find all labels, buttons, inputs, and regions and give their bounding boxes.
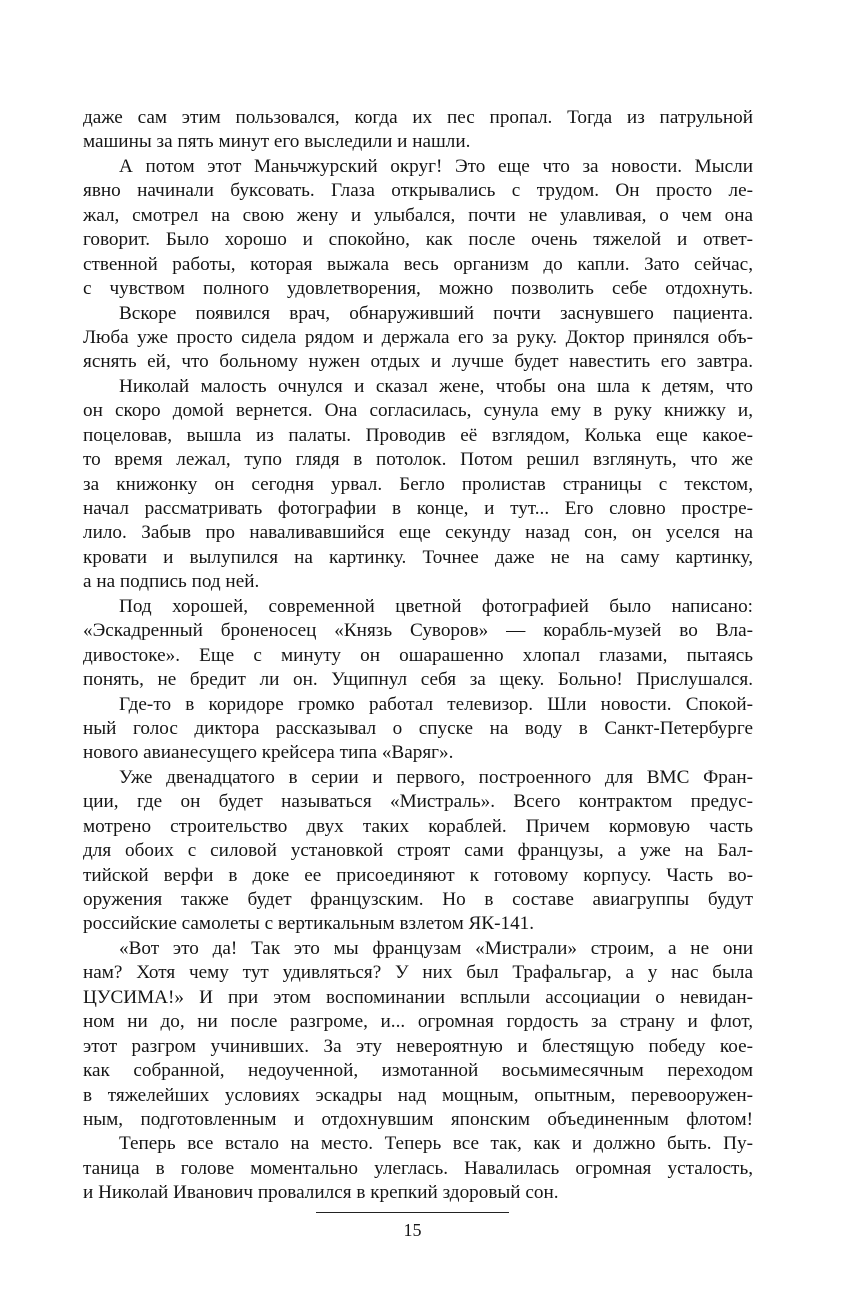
- text-line: тийской верфи в доке ее присоединяют к готовому корпусу. Часть во-: [83, 864, 753, 886]
- text-line: Николай малость очнулся и сказал жене, чтобы она шла к детям, что: [119, 375, 753, 397]
- text-line: «Вот это да! Так это мы французам «Мистрали» строим, а не они: [119, 937, 753, 959]
- text-line: Вскоре появился врач, обнаруживший почти заснувшего пациента.: [119, 302, 753, 324]
- text-line: начал рассматривать фотографии в конце, и тут... Его словно простре-: [83, 498, 753, 519]
- page-number: 15: [403, 1220, 422, 1240]
- text-line: Под хорошей, современной цветной фотографией было написано:: [119, 595, 753, 617]
- text-line: этот разгром учинивших. За эту невероятную и блестящую победу кое-: [83, 1035, 753, 1057]
- text-line: ции, где он будет называться «Мистраль». Всего контрактом предус-: [83, 791, 753, 813]
- text-line: машины за пять минут его выследили и нашли.: [83, 131, 471, 153]
- text-line: Теперь все встало на место. Теперь все так, как и должно быть. Пу-: [119, 1133, 753, 1155]
- text-line: ный голос диктора рассказывал о спуске на воду в Санкт-Петербурге: [83, 717, 753, 739]
- text-line: а на подпись под ней.: [83, 571, 260, 593]
- text-line: кровати и вылупился на картинку. Точнее даже не на саму картинку,: [83, 546, 753, 568]
- text-line: А потом этот Маньчжурский округ! Это еще что за новости. Мысли: [119, 155, 753, 177]
- text-line: лило. Забыв про наваливавшийся еще секунду назад сон, он уселся на: [83, 522, 753, 544]
- text-line: таница в голове моментально улеглась. Навалилась огромная усталость,: [83, 1157, 753, 1179]
- text-line: нового авианесущего крейсера типа «Варяг».: [83, 742, 454, 764]
- text-line: и Николай Иванович провалился в крепкий здоровый сон.: [83, 1182, 559, 1204]
- text-line: российские самолеты с вертикальным взлетом ЯК-141.: [83, 913, 535, 935]
- text-line: как собранной, недоученной, измотанной восьмимесячным переходом: [83, 1060, 753, 1082]
- text-line: для обоих с силовой установкой строят сами французы, а уже на Бал-: [83, 840, 753, 862]
- text-line: оружения также будет французским. Но в составе авиагруппы будут: [83, 889, 753, 910]
- text-line: поцеловав, вышла из палаты. Проводив её взглядом, Колька еще какое-: [83, 424, 753, 446]
- text-line: мотрено строительство двух таких кораблей. Причем кормовую часть: [83, 815, 753, 837]
- text-line: «Эскадренный броненосец «Князь Суворов» — корабль-музей во Вла-: [83, 620, 753, 642]
- text-line: дивостоке». Еще с минуту он ошарашенно хлопал глазами, пытаясь: [83, 644, 753, 666]
- text-line: говорит. Было хорошо и спокойно, как после очень тяжелой и ответ-: [83, 229, 753, 251]
- text-line: Люба уже просто сидела рядом и держала его за руку. Доктор принялся объ-: [83, 326, 753, 348]
- text-line: яснять ей, что больному нужен отдых и лучше будет навестить его завтра.: [83, 351, 753, 373]
- body-text: [83, 106, 753, 1206]
- text-line: в тяжелейших условиях эскадры над мощным, опытным, перевооружен-: [83, 1084, 753, 1106]
- text-line: жал, смотрел на свою жену и улыбался, почти не улавливая, о чем она: [83, 204, 753, 226]
- text-line: явно начинали буксовать. Глаза открывались с трудом. Он просто ле-: [83, 180, 753, 202]
- text-line: то время лежал, тупо глядя в потолок. Потом решил взглянуть, что же: [83, 449, 753, 471]
- text-line: он скоро домой вернется. Она согласилась, сунула ему в руку книжку и,: [83, 400, 753, 422]
- text-line: ным, подготовленным и отдохнувшим японским объединенным флотом!: [83, 1108, 753, 1130]
- text-line: с чувством полного удовлетворения, можно позволить себе отдохнуть.: [83, 278, 753, 300]
- text-line: ственной работы, которая выжала весь организм до капли. Зато сейчас,: [83, 253, 753, 275]
- text-line: ном ни до, ни после разгроме, и... огромная гордость за страну и флот,: [83, 1011, 753, 1033]
- text-line: Уже двенадцатого в серии и первого, построенного для ВМС Фран-: [119, 766, 753, 788]
- text-line: за книжонку он сегодня урвал. Бегло пролистав страницы с текстом,: [83, 473, 753, 495]
- text-line: даже сам этим пользовался, когда их пес пропал. Тогда из патрульной: [83, 107, 753, 128]
- footer-rule: [316, 1212, 509, 1213]
- text-line: Где-то в коридоре громко работал телевизор. Шли новости. Спокой-: [119, 693, 753, 715]
- text-line: ЦУСИМА!» И при этом воспоминании всплыли ассоциации о невидан-: [83, 986, 753, 1008]
- text-line: понять, не бредит ли он. Ущипнул себя за щеку. Больно! Прислушался.: [83, 669, 753, 691]
- text-line: нам? Хотя чему тут удивляться? У них был Трафальгар, а у нас была: [83, 962, 753, 984]
